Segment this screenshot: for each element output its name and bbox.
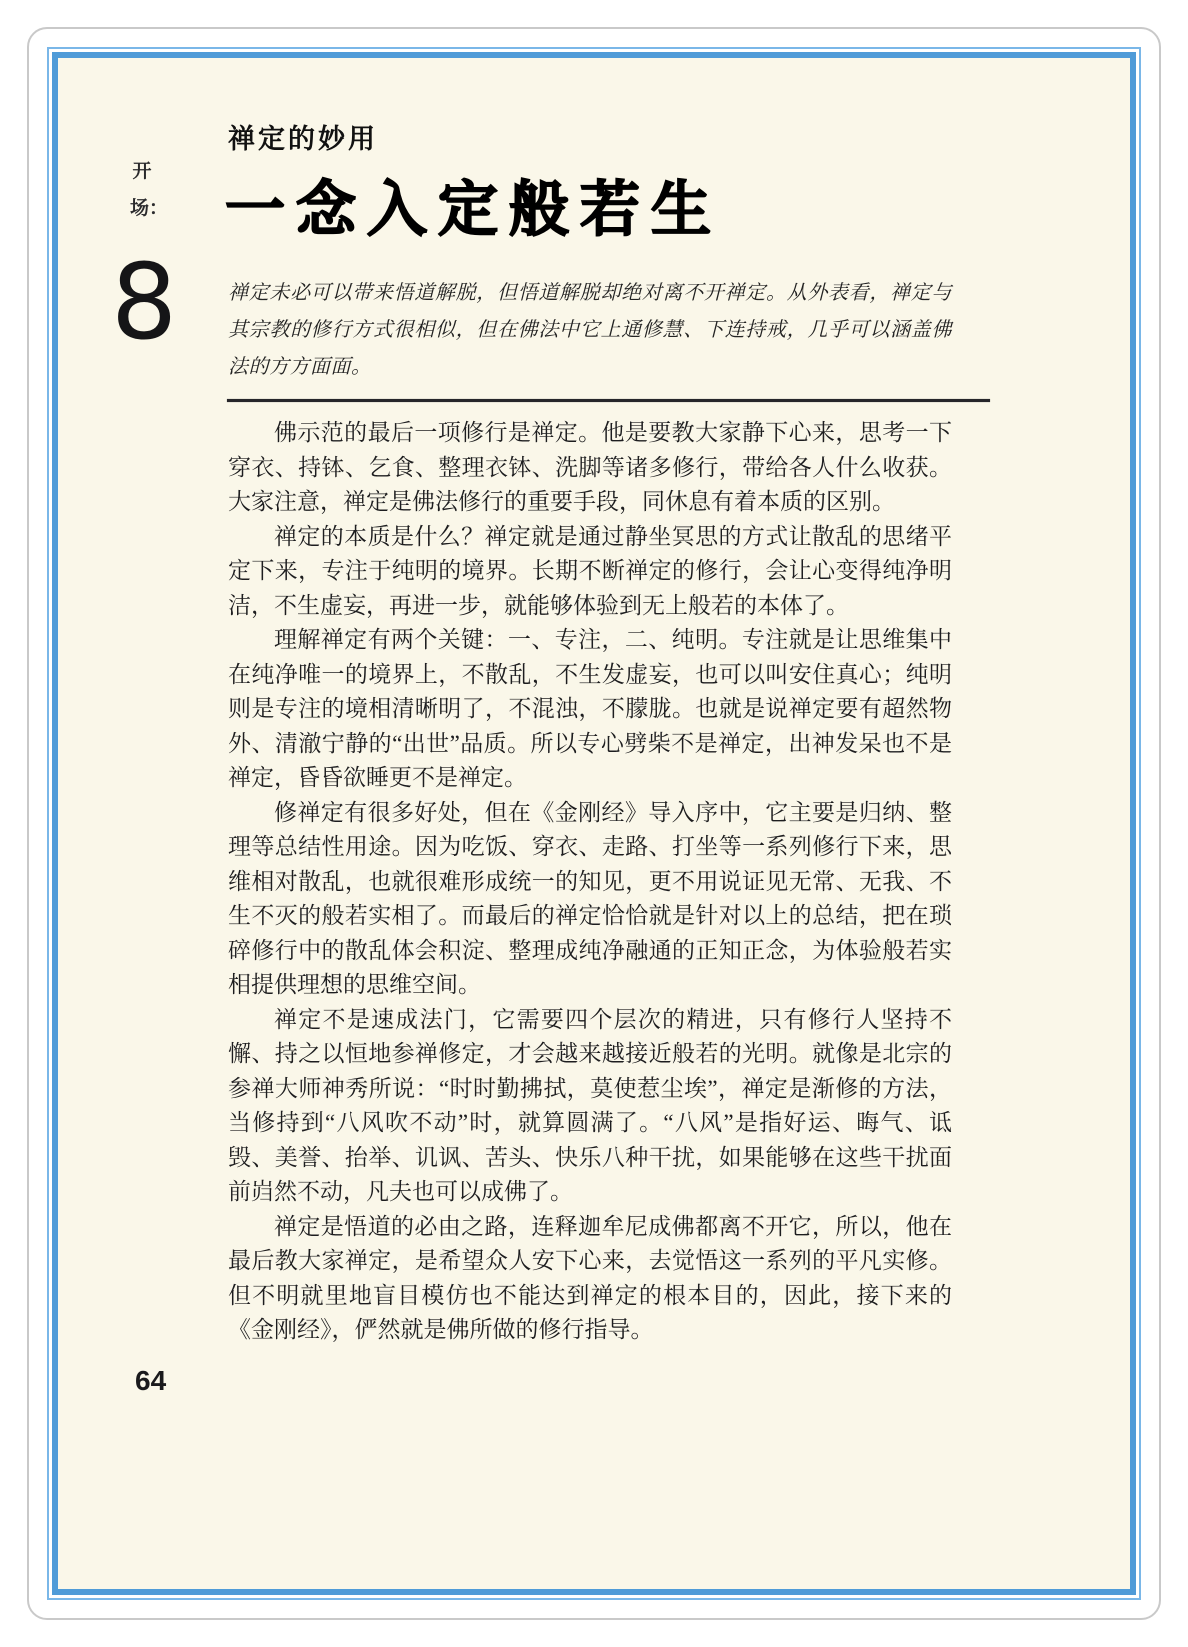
paragraph-4: 修禅定有很多好处，但在《金刚经》导入序中，它主要是归纳、整理等总结性用途。因为吃饭、穿衣、走路、打坐等一系列修行下来，思维相对散乱，也就很难形成统一的知见，更不用说证见无常、无我、不生不灭的般若实相了。而最后的禅定恰恰就是针对以上的总结，把在琐碎修行中的散乱体会积淀、整理成纯净融通的正知正念，为体验般若实相提供理想的思维空间。 <box>228 799 952 997</box>
page-content <box>59 59 1129 1588</box>
paragraph-2: 禅定的本质是什么？禅定就是通过静坐冥思的方式让散乱的思绪平定下来，专注于纯明的境界。长期不断禅定的修行，会让心变得纯净明洁，不生虚妄，再进一步，就能够体验到无上般若的本体了。 <box>228 523 952 618</box>
body-text <box>228 416 952 1348</box>
paragraph-5: 禅定不是速成法门，它需要四个层次的精进，只有修行人坚持不懈、持之以恒地参禅修定，才会越来越接近般若的光明。就像是北宗的参禅大师神秀所说：“时时勤拂拭，莫使惹尘埃”，禅定是渐修的方法，当修持到“八风吹不动”时，就算圆满了。“八风”是指好运、晦气、诋毁、美誉、抬举、讥讽、苦头、快乐八种干扰，如果能够在这些干扰面前岿然不动，凡夫也可以成佛了。 <box>228 1006 952 1204</box>
intro-paragraph: 禅定未必可以带来悟道解脱，但悟道解脱却绝对离不开禅定。从外表看，禅定与其宗教的修行方式很相似，但在佛法中它上通修慧、下连持戒，几乎可以涵盖佛法的方方面面。 <box>228 282 952 378</box>
paragraph-3: 理解禅定有两个关键：一、专注，二、纯明。专注就是让思维集中在纯净唯一的境界上，不散乱，不生发虚妄，也可以叫安住真心；纯明则是专注的境相清晰明了，不混浊，不朦胧。也就是说禅定要有超然物外、清澈宁静的“出世”品质。所以专心劈柴不是禅定，出神发呆也不是禅定，昏昏欲睡更不是禅定。 <box>228 627 952 790</box>
margin-label-vertical: 开场： <box>130 161 169 219</box>
section-kicker: 禅定的妙用 <box>228 124 378 154</box>
chapter-title: 一念入定般若生 <box>225 176 722 243</box>
page-number: 64 <box>135 1365 167 1396</box>
paragraph-1: 佛示范的最后一项修行是禅定。他是要教大家静下心来，思考一下穿衣、持钵、乞食、整理衣钵、洗脚等诸多修行，带给各人什么收获。大家注意，禅定是佛法修行的重要手段，同休息有着本质的区别。 <box>228 420 952 514</box>
paragraph-6: 禅定是悟道的必由之路，连释迦牟尼成佛都离不开它，所以，他在最后教大家禅定，是希望众人安下心来，去觉悟这一系列的平凡实修。但不明就里地盲目模仿也不能达到禅定的根本目的，因此，接下来的《金刚经》，俨然就是佛所做的修行指导。 <box>228 1213 952 1342</box>
divider-rule <box>227 399 990 402</box>
chapter-number: 8 <box>111 241 178 363</box>
